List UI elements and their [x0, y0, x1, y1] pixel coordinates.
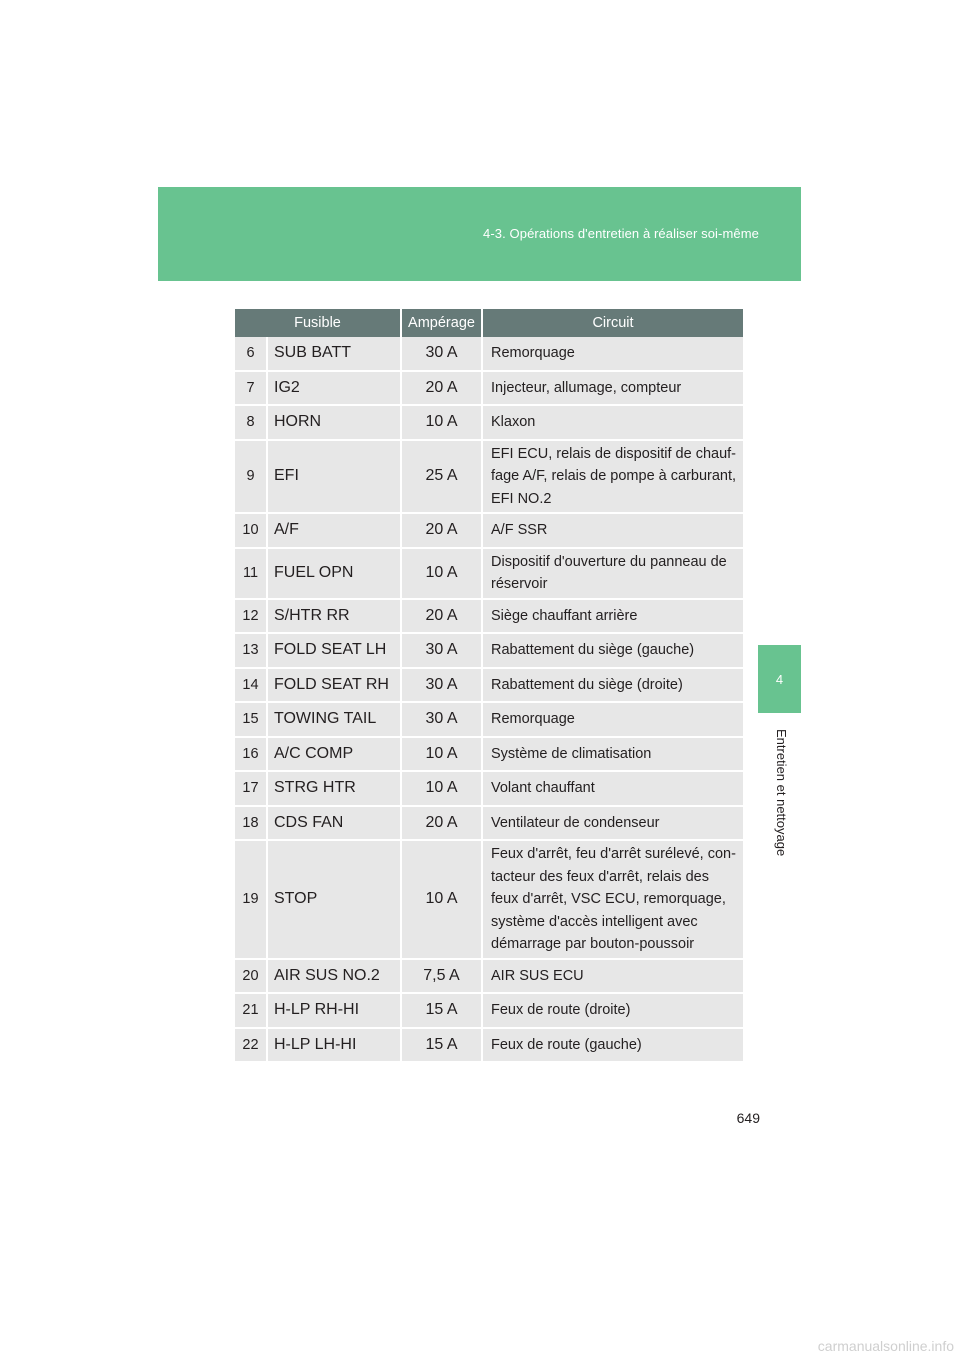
fuse-name: STOP: [267, 840, 401, 959]
fuse-circuit: Feux d'arrêt, feu d'arrêt surélevé, con-tacteur des feux d'arrêt, relais des feux d'arrêt, VSC ECU, remorquage, système d'accès intelligent avec démarrage par bouton-poussoir: [482, 840, 743, 959]
header-band: [158, 187, 801, 281]
fuse-number: 16: [235, 737, 267, 772]
fuse-circuit: EFI ECU, relais de dispositif de chauf-fage A/F, relais de pompe à carburant, EFI NO.2: [482, 440, 743, 514]
fuse-circuit: Ventilateur de condenseur: [482, 806, 743, 841]
table-row: [235, 405, 743, 440]
fuse-name: FUEL OPN: [267, 548, 401, 599]
fuse-number: 17: [235, 771, 267, 806]
fuse-circuit: Klaxon: [482, 405, 743, 440]
fuse-name: HORN: [267, 405, 401, 440]
fuse-circuit: A/F SSR: [482, 513, 743, 548]
fuse-name: AIR SUS NO.2: [267, 959, 401, 994]
chapter-title: Entretien et nettoyage: [774, 729, 789, 857]
section-title: 4-3. Opérations d'entretien à réaliser soi-même: [483, 226, 759, 241]
fuse-name: IG2: [267, 371, 401, 406]
fuse-number: 14: [235, 668, 267, 703]
fuse-amperage: 10 A: [401, 737, 482, 772]
fuse-name: S/HTR RR: [267, 599, 401, 634]
fuse-amperage: 10 A: [401, 771, 482, 806]
page-number: 649: [736, 1110, 760, 1126]
fuse-number: 22: [235, 1028, 267, 1063]
fuse-circuit: Injecteur, allumage, compteur: [482, 371, 743, 406]
fuse-name: A/C COMP: [267, 737, 401, 772]
table-row: [235, 993, 743, 1028]
fuse-circuit: Rabattement du siège (gauche): [482, 633, 743, 668]
fuse-amperage: 30 A: [401, 702, 482, 737]
fuse-number: 8: [235, 405, 267, 440]
fuse-name: H-LP RH-HI: [267, 993, 401, 1028]
table-row: [235, 599, 743, 634]
fuse-amperage: 20 A: [401, 806, 482, 841]
table-row: [235, 440, 743, 514]
fuse-circuit: Dispositif d'ouverture du panneau de réservoir: [482, 548, 743, 599]
table-row: [235, 1028, 743, 1063]
fuse-amperage: 30 A: [401, 337, 482, 371]
fuse-number: 11: [235, 548, 267, 599]
fuse-amperage: 25 A: [401, 440, 482, 514]
fuse-number: 18: [235, 806, 267, 841]
fuse-amperage: 7,5 A: [401, 959, 482, 994]
fuse-number: 15: [235, 702, 267, 737]
table-row: [235, 513, 743, 548]
table-row: [235, 633, 743, 668]
fuse-name: H-LP LH-HI: [267, 1028, 401, 1063]
fuse-number: 10: [235, 513, 267, 548]
fuse-circuit: Siège chauffant arrière: [482, 599, 743, 634]
fuse-amperage: 15 A: [401, 993, 482, 1028]
fuse-circuit: Feux de route (droite): [482, 993, 743, 1028]
fuse-amperage: 30 A: [401, 668, 482, 703]
fuse-number: 9: [235, 440, 267, 514]
fuse-amperage: 20 A: [401, 599, 482, 634]
table-row: [235, 337, 743, 371]
fuse-number: 7: [235, 371, 267, 406]
table-row: [235, 371, 743, 406]
table-row: [235, 702, 743, 737]
fuse-name: EFI: [267, 440, 401, 514]
column-header-circuit: Circuit: [482, 309, 743, 337]
fuse-circuit: Feux de route (gauche): [482, 1028, 743, 1063]
fuse-name: A/F: [267, 513, 401, 548]
fuse-circuit: Système de climatisation: [482, 737, 743, 772]
fuse-number: 21: [235, 993, 267, 1028]
fuse-number: 20: [235, 959, 267, 994]
column-header-fuse: Fusible: [235, 309, 401, 337]
table-row: [235, 737, 743, 772]
chapter-tab: [758, 645, 801, 713]
table-row: [235, 959, 743, 994]
fuse-number: 19: [235, 840, 267, 959]
fuse-name: SUB BATT: [267, 337, 401, 371]
fuse-name: CDS FAN: [267, 806, 401, 841]
chapter-number: 4: [775, 671, 784, 687]
fuse-amperage: 30 A: [401, 633, 482, 668]
fuse-amperage: 20 A: [401, 371, 482, 406]
table-body: [235, 337, 743, 1062]
fuse-name: FOLD SEAT RH: [267, 668, 401, 703]
column-header-amperage: Ampérage: [401, 309, 482, 337]
fuse-amperage: 15 A: [401, 1028, 482, 1063]
fuse-circuit: AIR SUS ECU: [482, 959, 743, 994]
table-header-row: [235, 309, 743, 337]
fuse-name: STRG HTR: [267, 771, 401, 806]
fuse-circuit: Remorquage: [482, 702, 743, 737]
watermark: carmanualsonline.info: [817, 1338, 954, 1354]
fuse-name: FOLD SEAT LH: [267, 633, 401, 668]
fuse-name: TOWING TAIL: [267, 702, 401, 737]
fuse-number: 13: [235, 633, 267, 668]
fuse-amperage: 10 A: [401, 405, 482, 440]
table-row: [235, 806, 743, 841]
fuse-amperage: 20 A: [401, 513, 482, 548]
fuse-number: 6: [235, 337, 267, 371]
table-row: [235, 668, 743, 703]
fuse-circuit: Rabattement du siège (droite): [482, 668, 743, 703]
table-row: [235, 840, 743, 959]
table-row: [235, 548, 743, 599]
table-row: [235, 771, 743, 806]
fuse-circuit: Volant chauffant: [482, 771, 743, 806]
fuse-amperage: 10 A: [401, 548, 482, 599]
fuse-table: [235, 309, 743, 1063]
fuse-circuit: Remorquage: [482, 337, 743, 371]
fuse-number: 12: [235, 599, 267, 634]
fuse-amperage: 10 A: [401, 840, 482, 959]
